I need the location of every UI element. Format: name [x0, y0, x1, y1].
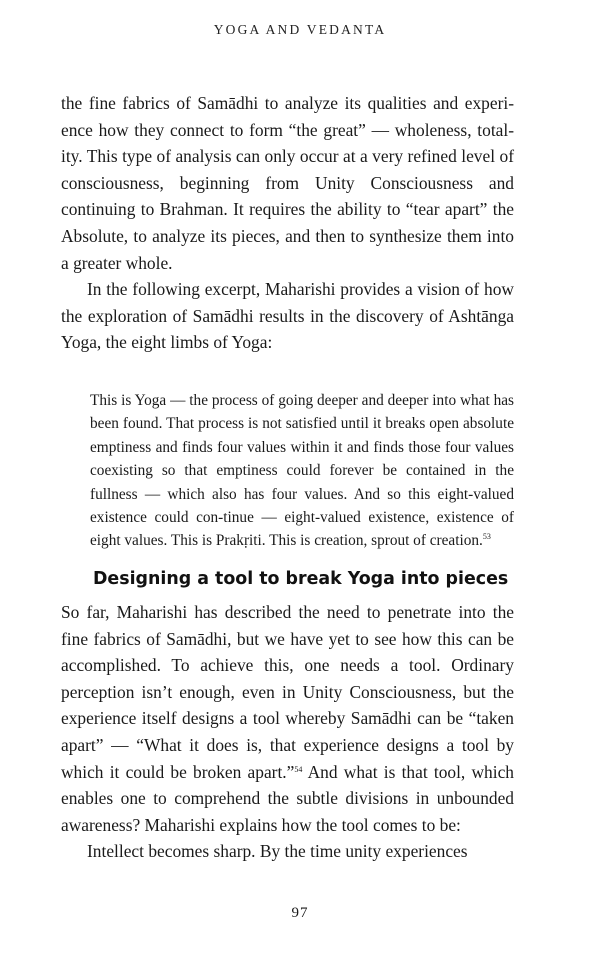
paragraph-tool: [61, 599, 514, 838]
paragraph-continuation: the fine fabrics of Samādhi to analyze its qualities and experi-ence how they connect to form “the great” — wholeness, total-ity. This type of analysis can only occur at a very refined level of consciousness, beginning from Unity Consciousness and continuing to Brahman. It requires the ability to “tear apart” the Absolute, to analyze its pieces, and then to synthesize them into a greater whole.: [61, 93, 514, 273]
footnote-marker-54: 54: [294, 764, 303, 774]
quote-text: This is Yoga — the process of going deeper and deeper into what has been found. That process is not satisfied until it breaks open absolute emptiness and finds four values within it and finds those four values coexisting so that emptiness could forever be contained in the fullness — which also has four values. And so this eight-valued existence could con-tinue — eight-valued existence, existence of eight values. This is Prakṛiti. This is creation, sprout of creation.: [90, 392, 514, 550]
paragraph-tool-text-b: And what is that tool, which enables one to comprehend the subtle divisions in unbounded awareness? Maharishi explains how the tool comes to be:: [61, 761, 514, 835]
footnote-marker-53: 53: [482, 532, 491, 542]
block-quote: [61, 389, 514, 553]
text-block-top: [61, 90, 514, 356]
page-number: 97: [291, 905, 309, 921]
text-block-bottom: [61, 599, 514, 865]
section-heading: Designing a tool to break Yoga into pieces: [93, 569, 509, 589]
running-head: YOGA AND VEDANTA: [213, 22, 387, 37]
quote-text-container: [61, 389, 514, 553]
paragraph-excerpt-intro: In the following excerpt, Maharishi provides a vision of how the exploration of Samādhi results in the discovery of Ashtānga Yoga, the eight limbs of Yoga:: [61, 279, 514, 353]
section-heading-block: [61, 569, 514, 589]
paragraph-tool-text-a: So far, Maharishi has described the need to penetrate into the fine fabrics of Samādhi, but we have yet to see how this can be accomplished. To achieve this, one needs a tool. Ordinary perception isn’t enough, even in Unity Consciousness, but the experience itself designs a tool whereby Samādhi can be “taken apart” — “What it does is, that experience designs a tool by which it could be broken apart.”: [61, 602, 514, 782]
paragraph-intellect: Intellect becomes sharp. By the time unity experiences: [87, 841, 468, 862]
